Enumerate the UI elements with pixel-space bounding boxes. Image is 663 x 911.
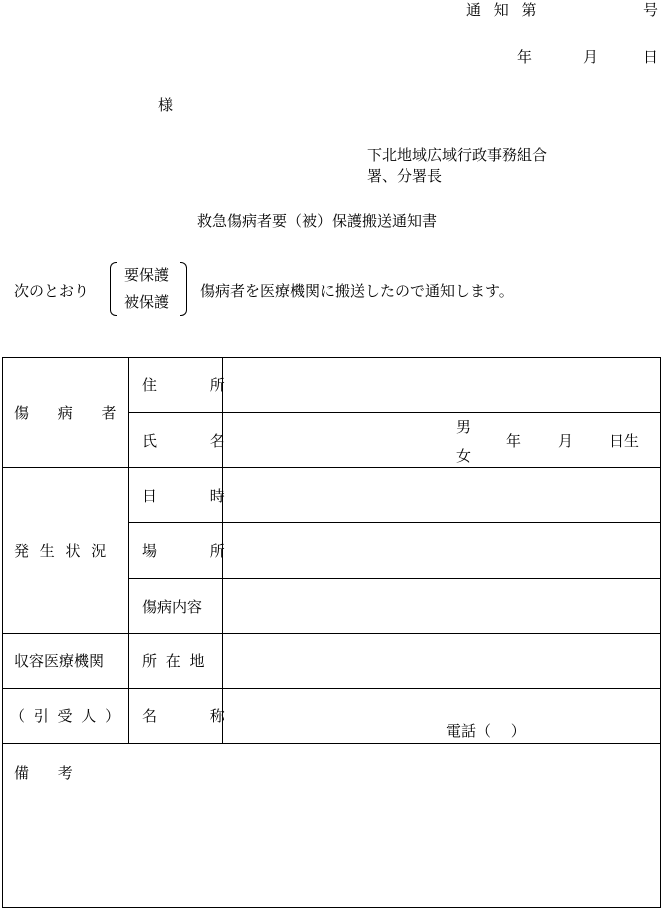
place-label: 場 所 bbox=[142, 542, 249, 560]
sex-male: 男 bbox=[456, 418, 472, 436]
birth-year: 年 bbox=[506, 432, 522, 450]
sender-organization: 下北地域広域行政事務組合 bbox=[367, 146, 548, 164]
address-label: 住 所 bbox=[142, 376, 249, 394]
date-month: 月 bbox=[583, 48, 599, 66]
occurrence-label: 発 生 状 況 bbox=[14, 542, 110, 560]
birth-day: 日生 bbox=[609, 432, 640, 450]
grid-line bbox=[128, 412, 661, 413]
date-year: 年 bbox=[517, 48, 533, 66]
intro-suffix: 傷病者を医療機関に搬送したので通知します。 bbox=[200, 282, 514, 300]
injury-label: 傷病内容 bbox=[142, 598, 203, 616]
location-label: 所 在 地 bbox=[142, 652, 207, 670]
hospital-label: 収容医療機関 bbox=[14, 652, 105, 670]
grid-line bbox=[2, 688, 661, 689]
receiver-label: （ 引 受 人 ） bbox=[10, 707, 123, 725]
sender-title: 署、分署長 bbox=[367, 167, 443, 185]
grid-line bbox=[2, 743, 661, 744]
grid-line bbox=[128, 522, 661, 523]
sex-female: 女 bbox=[456, 447, 472, 465]
intro-prefix: 次のとおり bbox=[14, 282, 90, 300]
notice-number-label: 通 知 第 bbox=[466, 1, 541, 19]
remarks-label: 備 考 bbox=[14, 764, 85, 782]
left-brace bbox=[110, 262, 117, 316]
notice-number-suffix: 号 bbox=[643, 1, 659, 19]
birth-month: 月 bbox=[558, 432, 574, 450]
phone-label: 電話（ ） bbox=[446, 722, 526, 740]
option-protected: 被保護 bbox=[124, 293, 170, 311]
grid-line bbox=[2, 633, 661, 634]
grid-line bbox=[2, 467, 661, 468]
datetime-label: 日 時 bbox=[142, 487, 249, 505]
patient-label: 傷 病 者 bbox=[14, 404, 129, 422]
name-label: 氏 名 bbox=[142, 432, 249, 450]
addressee-suffix: 様 bbox=[158, 96, 174, 114]
grid-line bbox=[128, 578, 661, 579]
option-required: 要保護 bbox=[124, 266, 170, 284]
date-day: 日 bbox=[643, 48, 659, 66]
hospital-name-label: 名 称 bbox=[142, 707, 249, 725]
document-title: 救急傷病者要（被）保護搬送通知書 bbox=[197, 212, 438, 230]
right-brace bbox=[180, 262, 187, 316]
